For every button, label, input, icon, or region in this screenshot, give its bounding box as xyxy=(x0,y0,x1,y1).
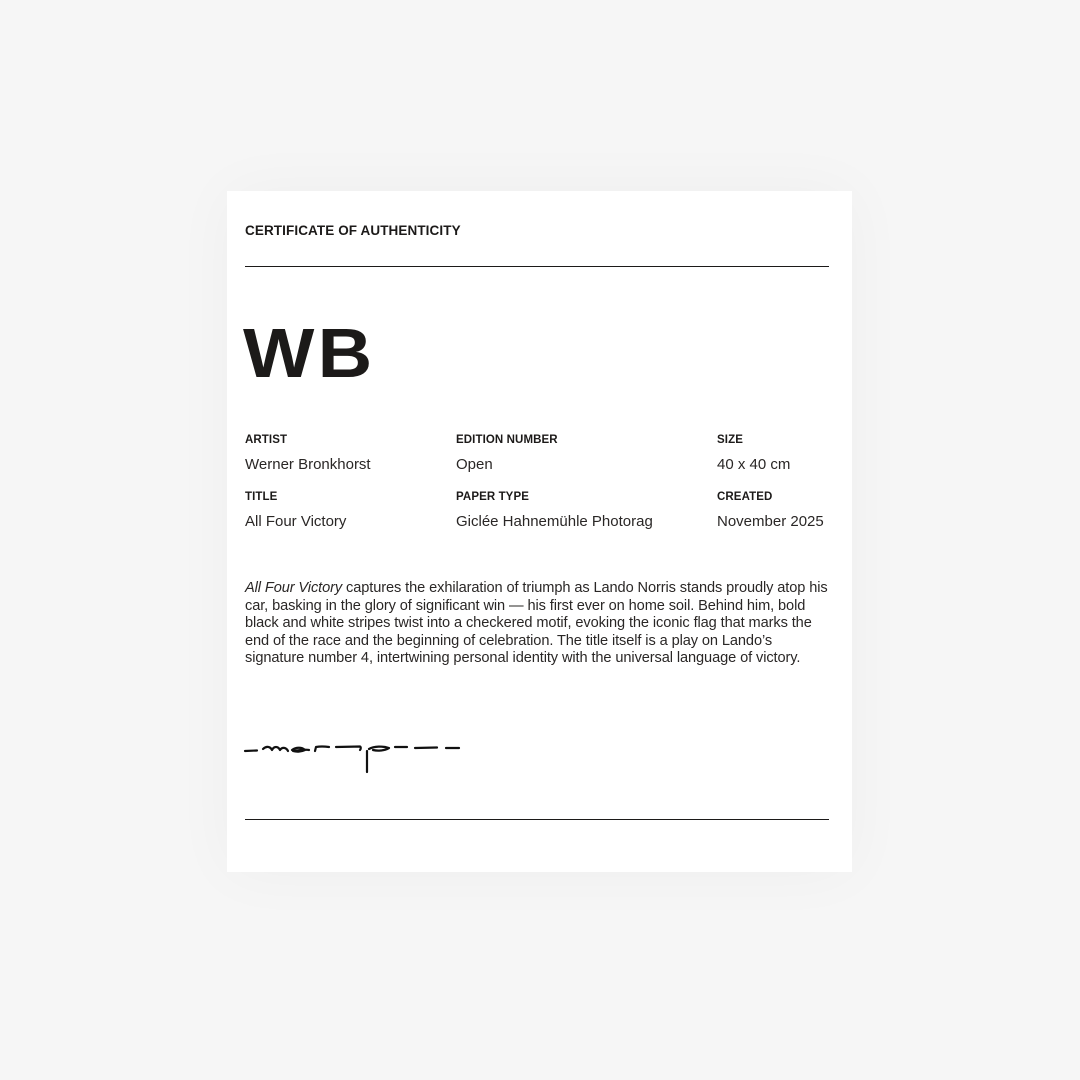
size-field xyxy=(717,433,790,474)
edition-value: Open xyxy=(456,456,493,473)
certificate-heading: CERTIFICATE OF AUTHENTICITY xyxy=(245,223,461,238)
title-value: All Four Victory xyxy=(245,513,347,530)
artist-monogram: WB xyxy=(243,314,376,392)
created-label: CREATED xyxy=(717,491,773,503)
created-field xyxy=(717,490,824,531)
size-value: 40 x 40 cm xyxy=(717,456,791,473)
title-field xyxy=(245,490,346,531)
certificate-card xyxy=(227,191,852,872)
paper-value: Giclée Hahnemühle Photorag xyxy=(456,513,653,530)
bottom-divider xyxy=(245,819,829,820)
description-italic-title: All Four Victory xyxy=(245,580,343,596)
top-divider xyxy=(245,266,829,267)
paper-label: PAPER TYPE xyxy=(456,491,529,503)
created-value: November 2025 xyxy=(717,513,824,530)
artist-label: ARTIST xyxy=(245,434,288,446)
artwork-description xyxy=(245,580,829,668)
edition-field xyxy=(456,433,558,474)
paper-field xyxy=(456,490,653,531)
description-text: captures the exhilaration of triumph as Lando Norris stands proudly atop his car, basking in the glory of significant win — his first ever on home soil. Behind him, bold black and white stripes twist into a checkered motif, evoking the iconic flag that marks the end of the race and the beginning of celebration. The title itself is a play on Lando’s signature number 4, intertwining personal identity with the universal language of victory. xyxy=(245,580,828,667)
artist-field xyxy=(245,433,371,474)
artist-signature xyxy=(243,739,465,781)
size-label: SIZE xyxy=(717,434,743,446)
edition-label: EDITION NUMBER xyxy=(456,434,558,446)
title-label: TITLE xyxy=(245,491,278,503)
artist-value: Werner Bronkhorst xyxy=(245,456,371,473)
